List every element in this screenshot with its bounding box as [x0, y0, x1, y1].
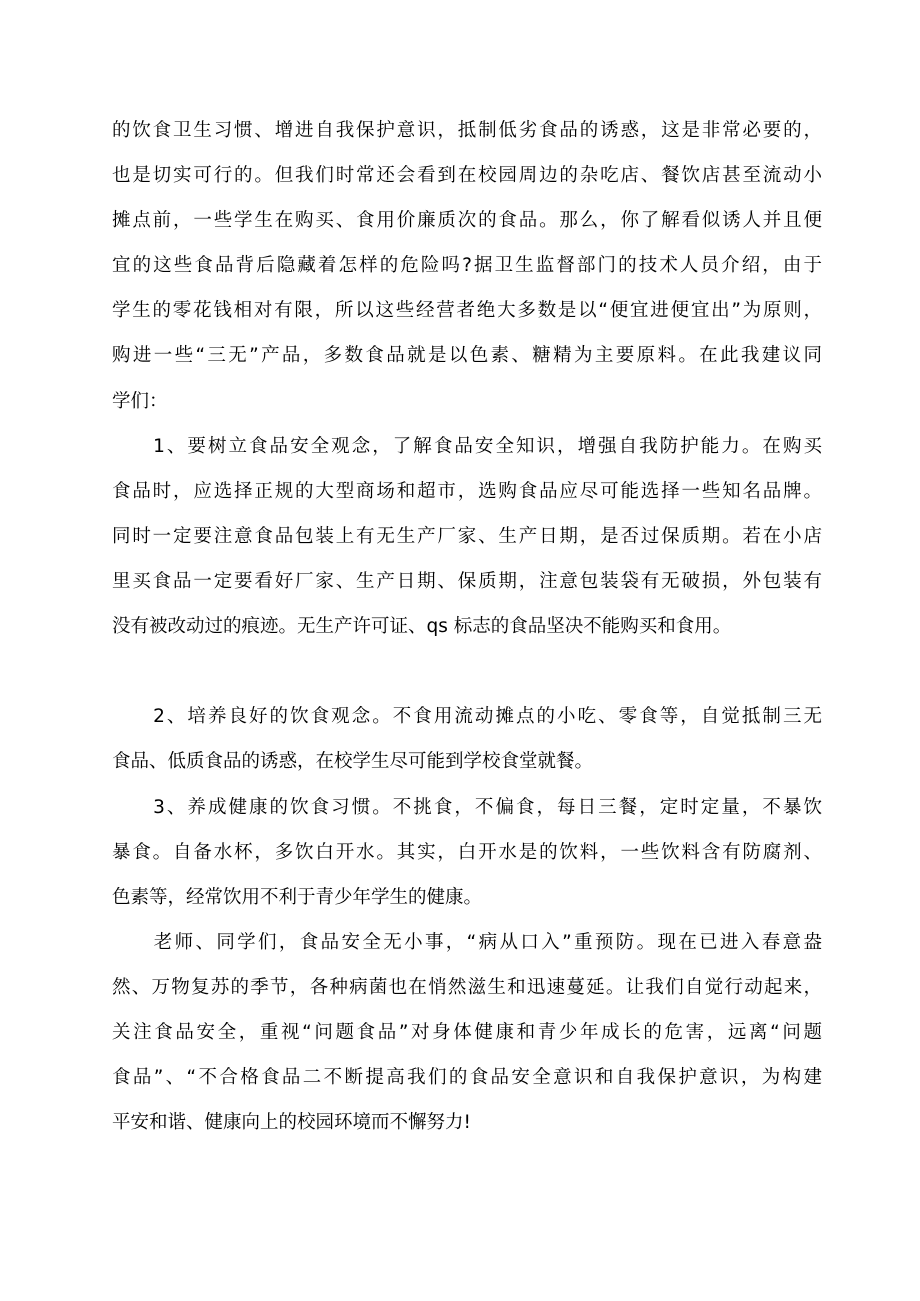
text-line: 学们： [112, 390, 168, 412]
paragraph-intro [112, 108, 822, 424]
paragraph-item-2 [112, 694, 822, 784]
text-line: 同时一定要注意食品包装上有无生产厂家、生产日期，是否过保质期。若在小店 [112, 526, 822, 548]
paragraph-item-1 [112, 424, 822, 649]
text-line: 食品时，应选择正规的大型商场和超市，选购食品应尽可能选择一些知名品牌。 [112, 481, 822, 503]
text-line: 也是切实可行的。但我们时常还会看到在校园周边的杂吃店、餐饮店甚至流动小 [112, 165, 822, 187]
paragraph-conclusion [112, 920, 822, 1145]
text-line: 宜的这些食品背后隐藏着怎样的危险吗?据卫生监督部门的技术人员介绍，由于 [112, 255, 822, 277]
text-line: 食品”、“不合格食品二不断提高我们的食品安全意识和自我保护意识，为构建 [112, 1067, 822, 1089]
text-line: 的饮食卫生习惯、增进自我保护意识，抵制低劣食品的诱惑，这是非常必要的， [112, 120, 822, 141]
text-line: 2、培养良好的饮食观念。不食用流动摊点的小吃、零食等，自觉抵制三无 [112, 706, 822, 727]
text-line: 摊点前，一些学生在购买、食用价廉质次的食品。那么，你了解看似诱人并且便 [112, 210, 822, 232]
text-line: 食品、低质食品的诱惑，在校学生尽可能到学校食堂就餐。 [112, 751, 594, 773]
text-line: 色素等，经常饮用不利于青少年学生的健康。 [112, 887, 483, 909]
text-line: 没有被改动过的痕迹。无生产许可证、qs 标志的食品坚决不能购买和食用。 [112, 616, 732, 638]
paragraph-item-3 [112, 785, 822, 920]
text-line: 平安和谐、健康向上的校园环境而不懈努力! [112, 1112, 471, 1134]
text-line: 1、要树立食品安全观念，了解食品安全知识，增强自我防护能力。在购买 [112, 436, 822, 457]
text-line: 里买食品一定要看好厂家、生产日期、保质期，注意包装袋有无破损，外包装有 [112, 571, 822, 593]
text-line: 3、养成健康的饮食习惯。不挑食，不偏食，每日三餐，定时定量，不暴饮 [112, 797, 822, 818]
text-line: 购进一些“三无”产品，多数食品就是以色素、糖精为主要原料。在此我建议同 [112, 345, 822, 367]
text-line: 老师、同学们，食品安全无小事，“病从口入”重预防。现在已进入春意盎 [112, 932, 822, 953]
text-line: 关注食品安全，重视“问题食品”对身体健康和青少年成长的危害，远离“问题 [112, 1022, 822, 1044]
text-line: 暴食。自备水杯，多饮白开水。其实，白开水是的饮料，一些饮料含有防腐剂、 [112, 842, 822, 864]
text-line: 学生的零花钱相对有限，所以这些经营者绝大多数是以“便宜进便宜出”为原则， [112, 300, 822, 322]
text-line: 然、万物复苏的季节，各种病菌也在悄然滋生和迅速蔓延。让我们自觉行动起来， [112, 977, 822, 999]
